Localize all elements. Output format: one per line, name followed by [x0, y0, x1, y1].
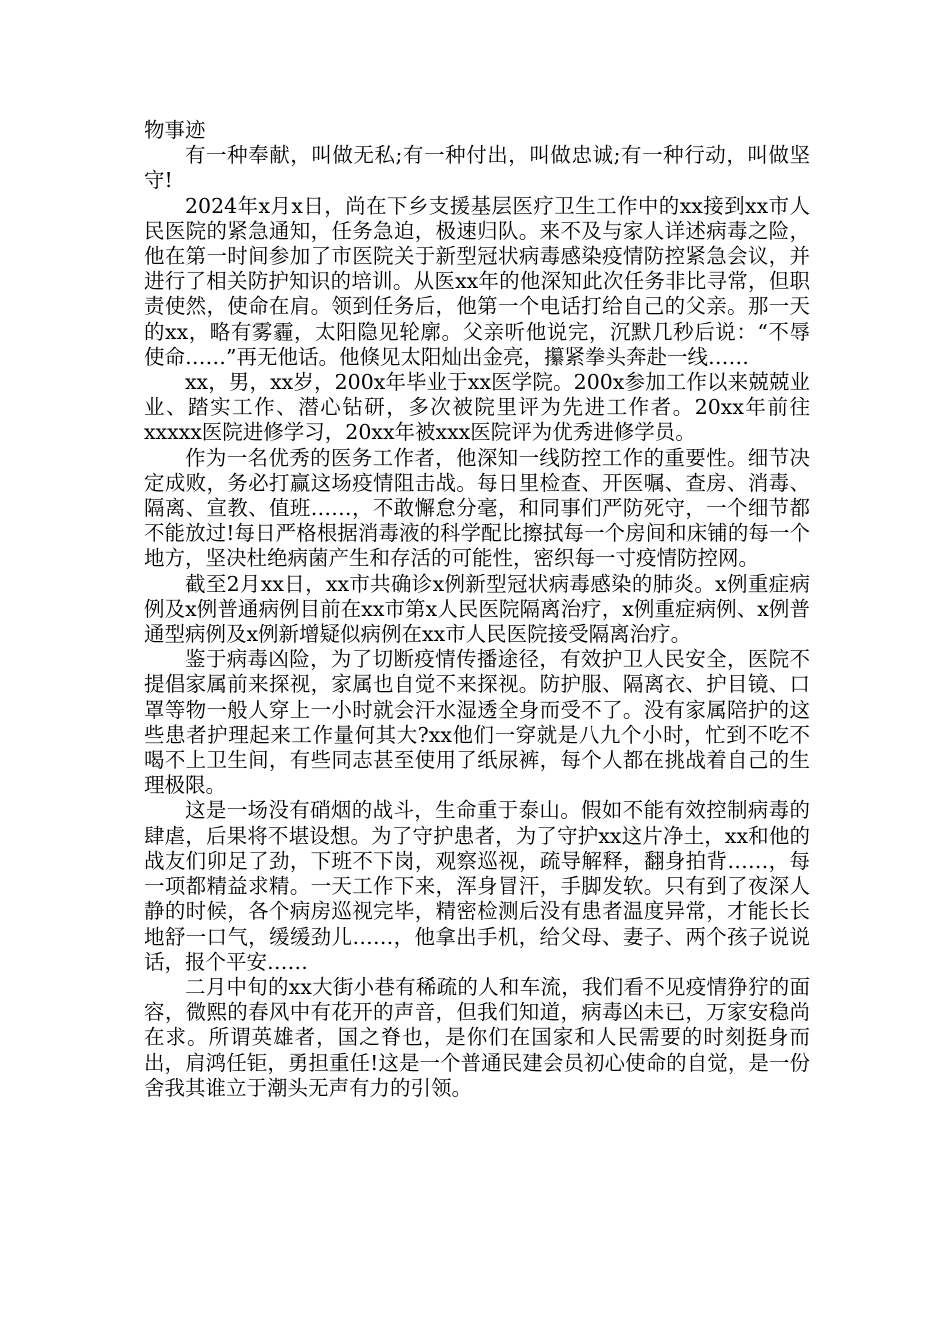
paragraph-biography: xx，男，xx岁，200x年毕业于xx医学院。200x参加工作以来兢兢业业、踏实工作、潜心钻研，多次被院里评为先进工作者。20xx年前往xxxxx医院进修学习，20xx年被xxx医院评为优秀进修学员。 [144, 370, 810, 445]
paragraph-intro: 有一种奉献，叫做无私;有一种付出，叫做忠诚;有一种行动，叫做坚守! [144, 143, 810, 193]
paragraph-frontline-work: 作为一名优秀的医务工作者，他深知一线防控工作的重要性。细节决定成败，务必打赢这场疫情阻击战。每日里检查、开医嘱、查房、消毒、隔离、宣教、值班……，不敢懈怠分毫，和同事们严防死守，一个细节都不能放过!每日严格根据消毒液的科学配比擦拭每一个房间和床铺的每一个地方，坚决杜绝病菌产生和存活的可能性，密织每一寸疫情防控网。 [144, 445, 810, 571]
document-heading: 物事迹 [144, 118, 206, 142]
paragraph-no-visitors: 鉴于病毒凶险，为了切断疫情传播途径，有效护卫人民安全，医院不提倡家属前来探视，家属也自觉不来探视。防护服、隔离衣、护目镜、口罩等物一般人穿上一小时就会汗水湿透全身而受不了。没有家属陪护的这些患者护理起来工作量何其大?xx他们一穿就是八九个小时，忙到不吃不喝不上卫生间，有些同志甚至使用了纸尿裤，每个人都在挑战着自己的生理极限。 [144, 647, 810, 798]
paragraph-closing: 二月中旬的xx大街小巷有稀疏的人和车流，我们看不见疫情狰狞的面容，微熙的春风中有花开的声音，但我们知道，病毒凶未已，万家安稳尚在求。所谓英雄者，国之脊也，是你们在国家和人民需要的时刻挺身而出，肩鸿任钜，勇担重任!这是一个普通民建会员初心使命的自觉，是一份舍我其谁立于潮头无声有力的引领。 [144, 974, 810, 1100]
document-page [144, 118, 810, 1101]
paragraph-case-statistics: 截至2月xx日，xx市共确诊x例新型冠状病毒感染的肺炎。x例重症病例及x例普通病例目前在xx市第x人民医院隔离治疗，x例重症病例、x例普通型病例及x例新增疑似病例在xx市人民医院接受隔离治疗。 [144, 571, 810, 647]
paragraph-return-to-duty: 2024年x月x日，尚在下乡支援基层医疗卫生工作中的xx接到xx市人民医院的紧急通知，任务急迫，极速归队。来不及与家人详述病毒之险，他在第一时间参加了市医院关于新型冠状病毒感染疫情防控紧急会议，并进行了相关防护知识的培训。从医xx年的他深知此次任务非比寻常，但职责使然，使命在肩。领到任务后，他第一个电话打给自己的父亲。那一天的xx，略有雾霾，太阳隐见轮廓。父亲听他说完，沉默几秒后说：“不辱使命……”再无他话。他倏见太阳灿出金亮，攥紧拳头奔赴一线…… [144, 193, 810, 369]
paragraph-battle: 这是一场没有硝烟的战斗，生命重于泰山。假如不能有效控制病毒的肆虐，后果将不堪设想。为了守护患者，为了守护xx这片净土，xx和他的战友们卯足了劲，下班不下岗，观察巡视，疏导解释，翻身拍背……，每一项都精益求精。一天工作下来，浑身冒汗，手脚发软。只有到了夜深人静的时候，各个病房巡视完毕，精密检测后没有患者温度异常，才能长长地舒一口气，缓缓劲儿……，他拿出手机，给父母、妻子、两个孩子说说话，报个平安…… [144, 798, 810, 974]
